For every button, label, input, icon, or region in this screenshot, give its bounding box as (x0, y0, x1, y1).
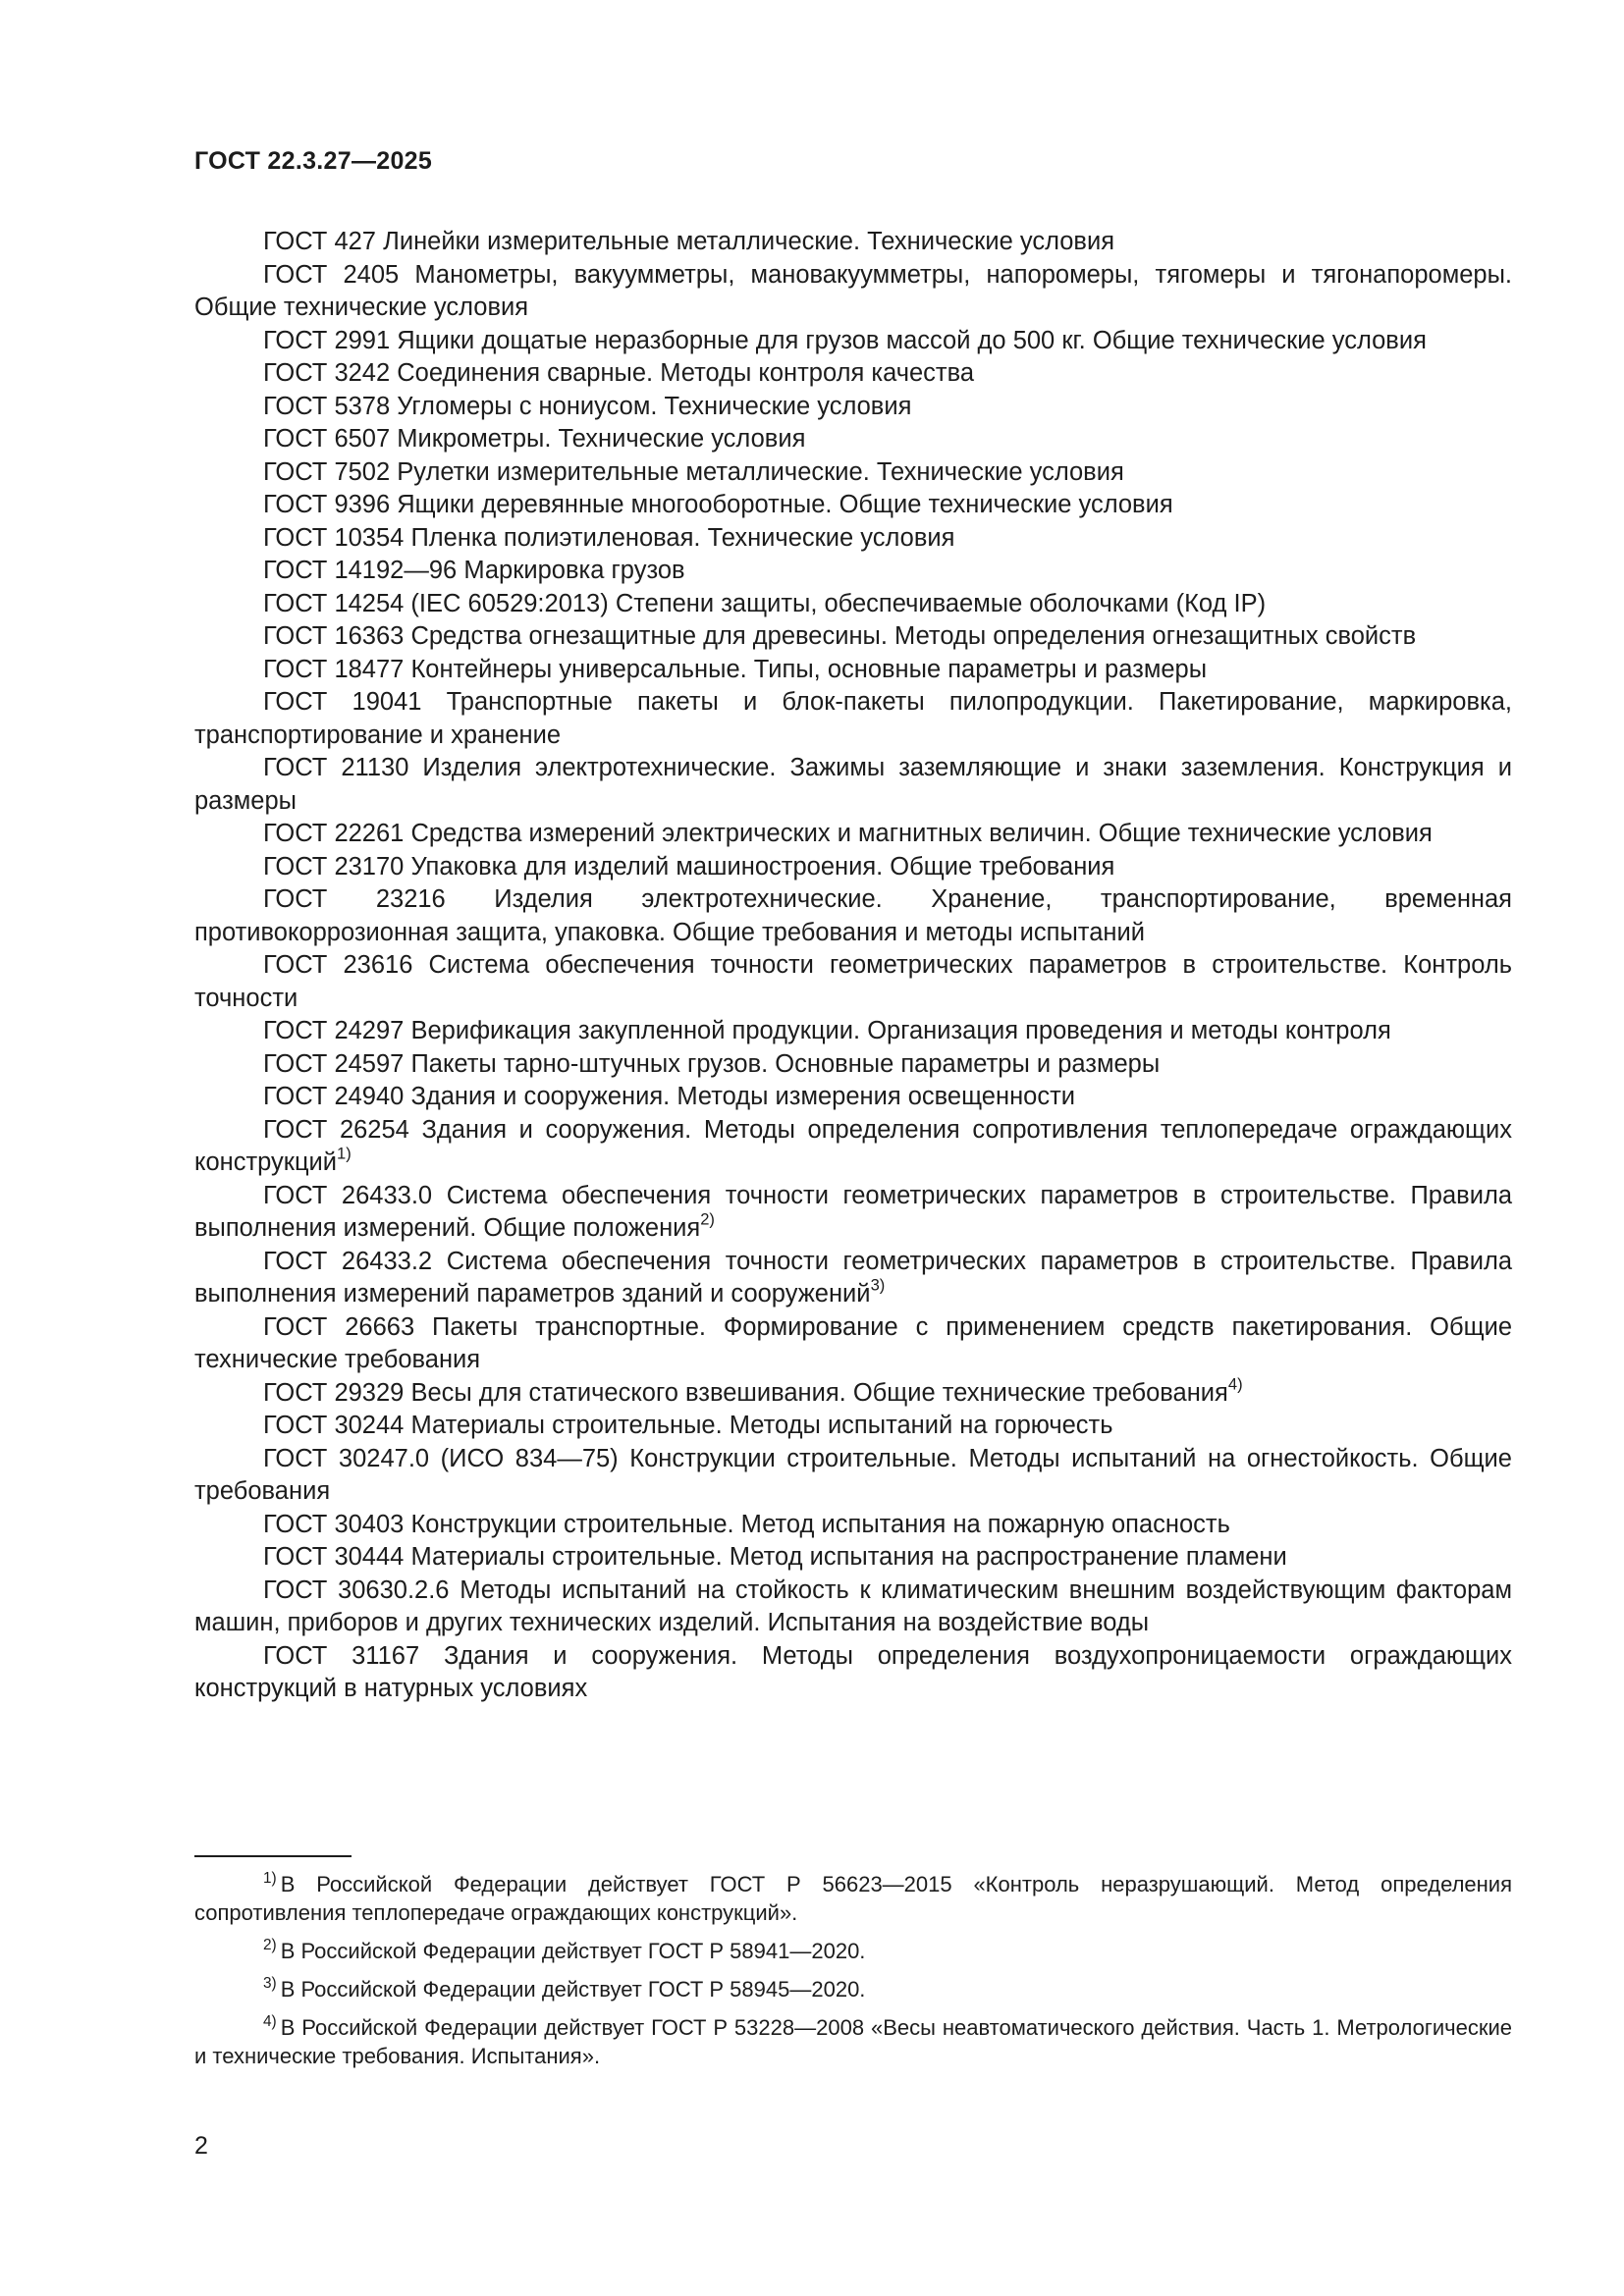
reference-title: Пленка полиэтиленовая. Технические условия (410, 523, 955, 552)
reference-item (194, 456, 1512, 490)
reference-code: ГОСТ 26254 (263, 1115, 409, 1144)
footnotes (194, 1870, 1512, 2080)
reference-code: ГОСТ 24940 (263, 1083, 405, 1110)
reference-item (194, 1081, 1512, 1114)
reference-item (194, 1443, 1512, 1509)
reference-item (194, 357, 1512, 391)
reference-code: ГОСТ 2991 (263, 326, 391, 354)
reference-title: Весы для статического взвешивания. Общие технические требования (410, 1378, 1228, 1407)
reference-code: ГОСТ 30244 (263, 1412, 405, 1439)
reference-item (194, 1541, 1512, 1575)
reference-code: ГОСТ 16363 (263, 622, 405, 650)
reference-code: ГОСТ 6507 (263, 425, 391, 453)
reference-title: Пакеты тарно-штучных грузов. Основные параметры и размеры (410, 1049, 1161, 1078)
reference-title: Контейнеры универсальные. Типы, основные параметры и размеры (410, 655, 1208, 683)
reference-title: Конструкции строительные. Метод испытания на пожарную опасность (410, 1510, 1230, 1538)
reference-item (194, 1048, 1512, 1082)
footnote (194, 1975, 1512, 2003)
reference-title: Изделия электротехнические. Зажимы заземляющие и знаки заземления. Конструкция и размеры (194, 754, 1512, 815)
reference-code: ГОСТ 9396 (263, 491, 391, 518)
reference-item (194, 1509, 1512, 1542)
reference-title: Транспортные пакеты и блок-пакеты пилопродукции. Пакетирование, маркировка, транспортирование и хранение (194, 688, 1512, 749)
reference-title: Упаковка для изделий машиностроения. Общие требования (410, 852, 1115, 881)
footnote-separator (194, 1855, 352, 1857)
reference-title: Рулетки измерительные металлические. Технические условия (397, 457, 1124, 486)
reference-title: Материалы строительные. Метод испытания на распространение пламени (410, 1543, 1287, 1571)
reference-code: ГОСТ 427 (263, 228, 376, 255)
reference-title: Конструкции строительные. Методы испытаний на огнестойкость. Общие требования (194, 1444, 1512, 1505)
reference-item (194, 1180, 1512, 1246)
reference-title: Ящики дощатые неразборные для грузов массой до 500 кг. Общие технические условия (397, 326, 1427, 354)
footnote-text: В Российской Федерации действует ГОСТ Р 53228—2008 «Весы неавтоматического действия. Часть 1. Метрологические и технические требования. Испытания». (194, 2015, 1512, 2068)
reference-title: Методы испытаний на стойкость к климатическим внешним воздействующим факторам машин, приборов и других технических изделий. Испытания на воздействие воды (194, 1575, 1512, 1636)
reference-code: ГОСТ 14192—96 (263, 557, 458, 584)
footnote-mark: 3) (263, 1974, 277, 1992)
reference-title: Здания и сооружения. Методы определения сопротивления теплопередаче ограждающих конструкций (194, 1115, 1512, 1176)
reference-code: ГОСТ 23216 (263, 885, 446, 913)
page-number: 2 (194, 2132, 208, 2160)
reference-item (194, 1575, 1512, 1640)
reference-title: Соединения сварные. Методы контроля качества (397, 359, 975, 387)
reference-code: ГОСТ 23170 (263, 852, 405, 881)
footnote-mark: 1) (263, 1869, 277, 1887)
reference-title: Система обеспечения точности геометрических параметров в строительстве. Правила выполнения измерений. Общие положения (194, 1181, 1513, 1242)
reference-title: Ящики деревянные многооборотные. Общие технические условия (397, 491, 1173, 518)
reference-code: ГОСТ 30630.2.6 (263, 1575, 450, 1604)
reference-item (194, 1311, 1512, 1377)
reference-item (194, 686, 1512, 752)
reference-item (194, 620, 1512, 654)
reference-code: ГОСТ 30403 (263, 1510, 405, 1538)
reference-code: ГОСТ 30444 (263, 1543, 405, 1571)
reference-title: Система обеспечения точности геометрических параметров в строительстве. Контроль точности (194, 951, 1512, 1012)
reference-code: ГОСТ 3242 (263, 359, 391, 387)
footnote (194, 2013, 1512, 2070)
footnote-marker: 1) (337, 1144, 352, 1163)
footnote-mark: 4) (263, 2012, 277, 2030)
reference-item (194, 555, 1512, 588)
reference-item (194, 259, 1512, 325)
reference-title: Манометры, вакуумметры, мановакуумметры, напоромеры, тягомеры и тягонапоромеры. Общие технические условия (194, 260, 1513, 321)
reference-code: ГОСТ 2405 (263, 260, 400, 289)
reference-item (194, 1114, 1512, 1180)
reference-code: ГОСТ 7502 (263, 457, 391, 486)
reference-title: Система обеспечения точности геометрических параметров в строительстве. Правила выполнения измерений параметров зданий и сооружений (194, 1247, 1513, 1308)
reference-code: ГОСТ 23616 (263, 951, 413, 979)
reference-code: ГОСТ 5378 (263, 392, 391, 420)
reference-item (194, 654, 1512, 687)
reference-item (194, 391, 1512, 424)
footnote (194, 1870, 1512, 1927)
footnote-marker: 2) (700, 1209, 715, 1229)
footnote-text: В Российской Федерации действует ГОСТ Р 58945—2020. (280, 1977, 866, 2002)
footnote-text: В Российской Федерации действует ГОСТ Р 56623—2015 «Контроль неразрушающий. Метод определения сопротивления теплопередаче ограждающих конструкций». (194, 1872, 1512, 1925)
reference-item (194, 423, 1512, 456)
reference-title: Степени защиты, обеспечиваемые оболочками (Код IP) (615, 589, 1267, 617)
reference-code: ГОСТ 21130 (263, 754, 409, 781)
reference-item (194, 1015, 1512, 1048)
reference-code: ГОСТ 24297 (263, 1017, 405, 1044)
reference-title: Здания и сооружения. Методы измерения освещенности (410, 1083, 1076, 1110)
reference-item (194, 949, 1512, 1015)
normative-references-list (194, 226, 1512, 1706)
reference-code: ГОСТ 26433.2 (263, 1247, 433, 1275)
reference-code: ГОСТ 10354 (263, 523, 405, 552)
footnote (194, 1937, 1512, 1965)
reference-title: Изделия электротехнические. Хранение, транспортирование, временная противокоррозионная защита, упаковка. Общие требования и методы испытаний (194, 885, 1512, 946)
reference-title: Угломеры с нониусом. Технические условия (397, 392, 912, 420)
reference-item (194, 883, 1512, 949)
reference-code: ГОСТ 22261 (263, 820, 405, 847)
reference-item (194, 1246, 1512, 1311)
reference-item (194, 1410, 1512, 1443)
reference-code: ГОСТ 14254 (IEC 60529:2013) (263, 589, 609, 617)
reference-title: Верификация закупленной продукции. Организация проведения и методы контроля (410, 1017, 1391, 1044)
reference-item (194, 489, 1512, 522)
reference-title: Пакеты транспортные. Формирование с применением средств пакетирования. Общие технические требования (194, 1312, 1513, 1373)
reference-item (194, 1640, 1512, 1706)
reference-title: Маркировка грузов (463, 557, 685, 584)
reference-item (194, 752, 1512, 818)
reference-item (194, 851, 1512, 884)
reference-title: Здания и сооружения. Методы определения воздухопроницаемости ограждающих конструкций в натурных условиях (194, 1641, 1512, 1702)
reference-code: ГОСТ 19041 (263, 688, 422, 716)
reference-code: ГОСТ 30247.0 (ИСО 834—75) (263, 1444, 619, 1472)
footnote-mark: 2) (263, 1936, 277, 1953)
reference-code: ГОСТ 18477 (263, 655, 405, 683)
reference-title: Материалы строительные. Методы испытаний на горючесть (410, 1412, 1113, 1439)
reference-item (194, 325, 1512, 358)
document-header: ГОСТ 22.3.27—2025 (194, 147, 433, 175)
reference-title: Микрометры. Технические условия (397, 425, 806, 453)
reference-code: ГОСТ 24597 (263, 1049, 405, 1078)
reference-title: Линейки измерительные металлические. Технические условия (383, 228, 1115, 255)
reference-item (194, 588, 1512, 621)
footnote-marker: 3) (870, 1275, 886, 1295)
reference-item (194, 818, 1512, 851)
reference-item (194, 522, 1512, 556)
reference-code: ГОСТ 26663 (263, 1312, 415, 1341)
reference-code: ГОСТ 26433.0 (263, 1181, 433, 1209)
footnote-marker: 4) (1227, 1373, 1243, 1393)
reference-title: Средства измерений электрических и магнитных величин. Общие технические условия (410, 820, 1433, 847)
reference-code: ГОСТ 31167 (263, 1641, 420, 1670)
reference-item (194, 226, 1512, 259)
reference-item (194, 1373, 1512, 1411)
reference-code: ГОСТ 29329 (263, 1378, 405, 1407)
footnote-text: В Российской Федерации действует ГОСТ Р 58941—2020. (280, 1939, 866, 1963)
reference-title: Средства огнезащитные для древесины. Методы определения огнезащитных свойств (410, 622, 1417, 650)
